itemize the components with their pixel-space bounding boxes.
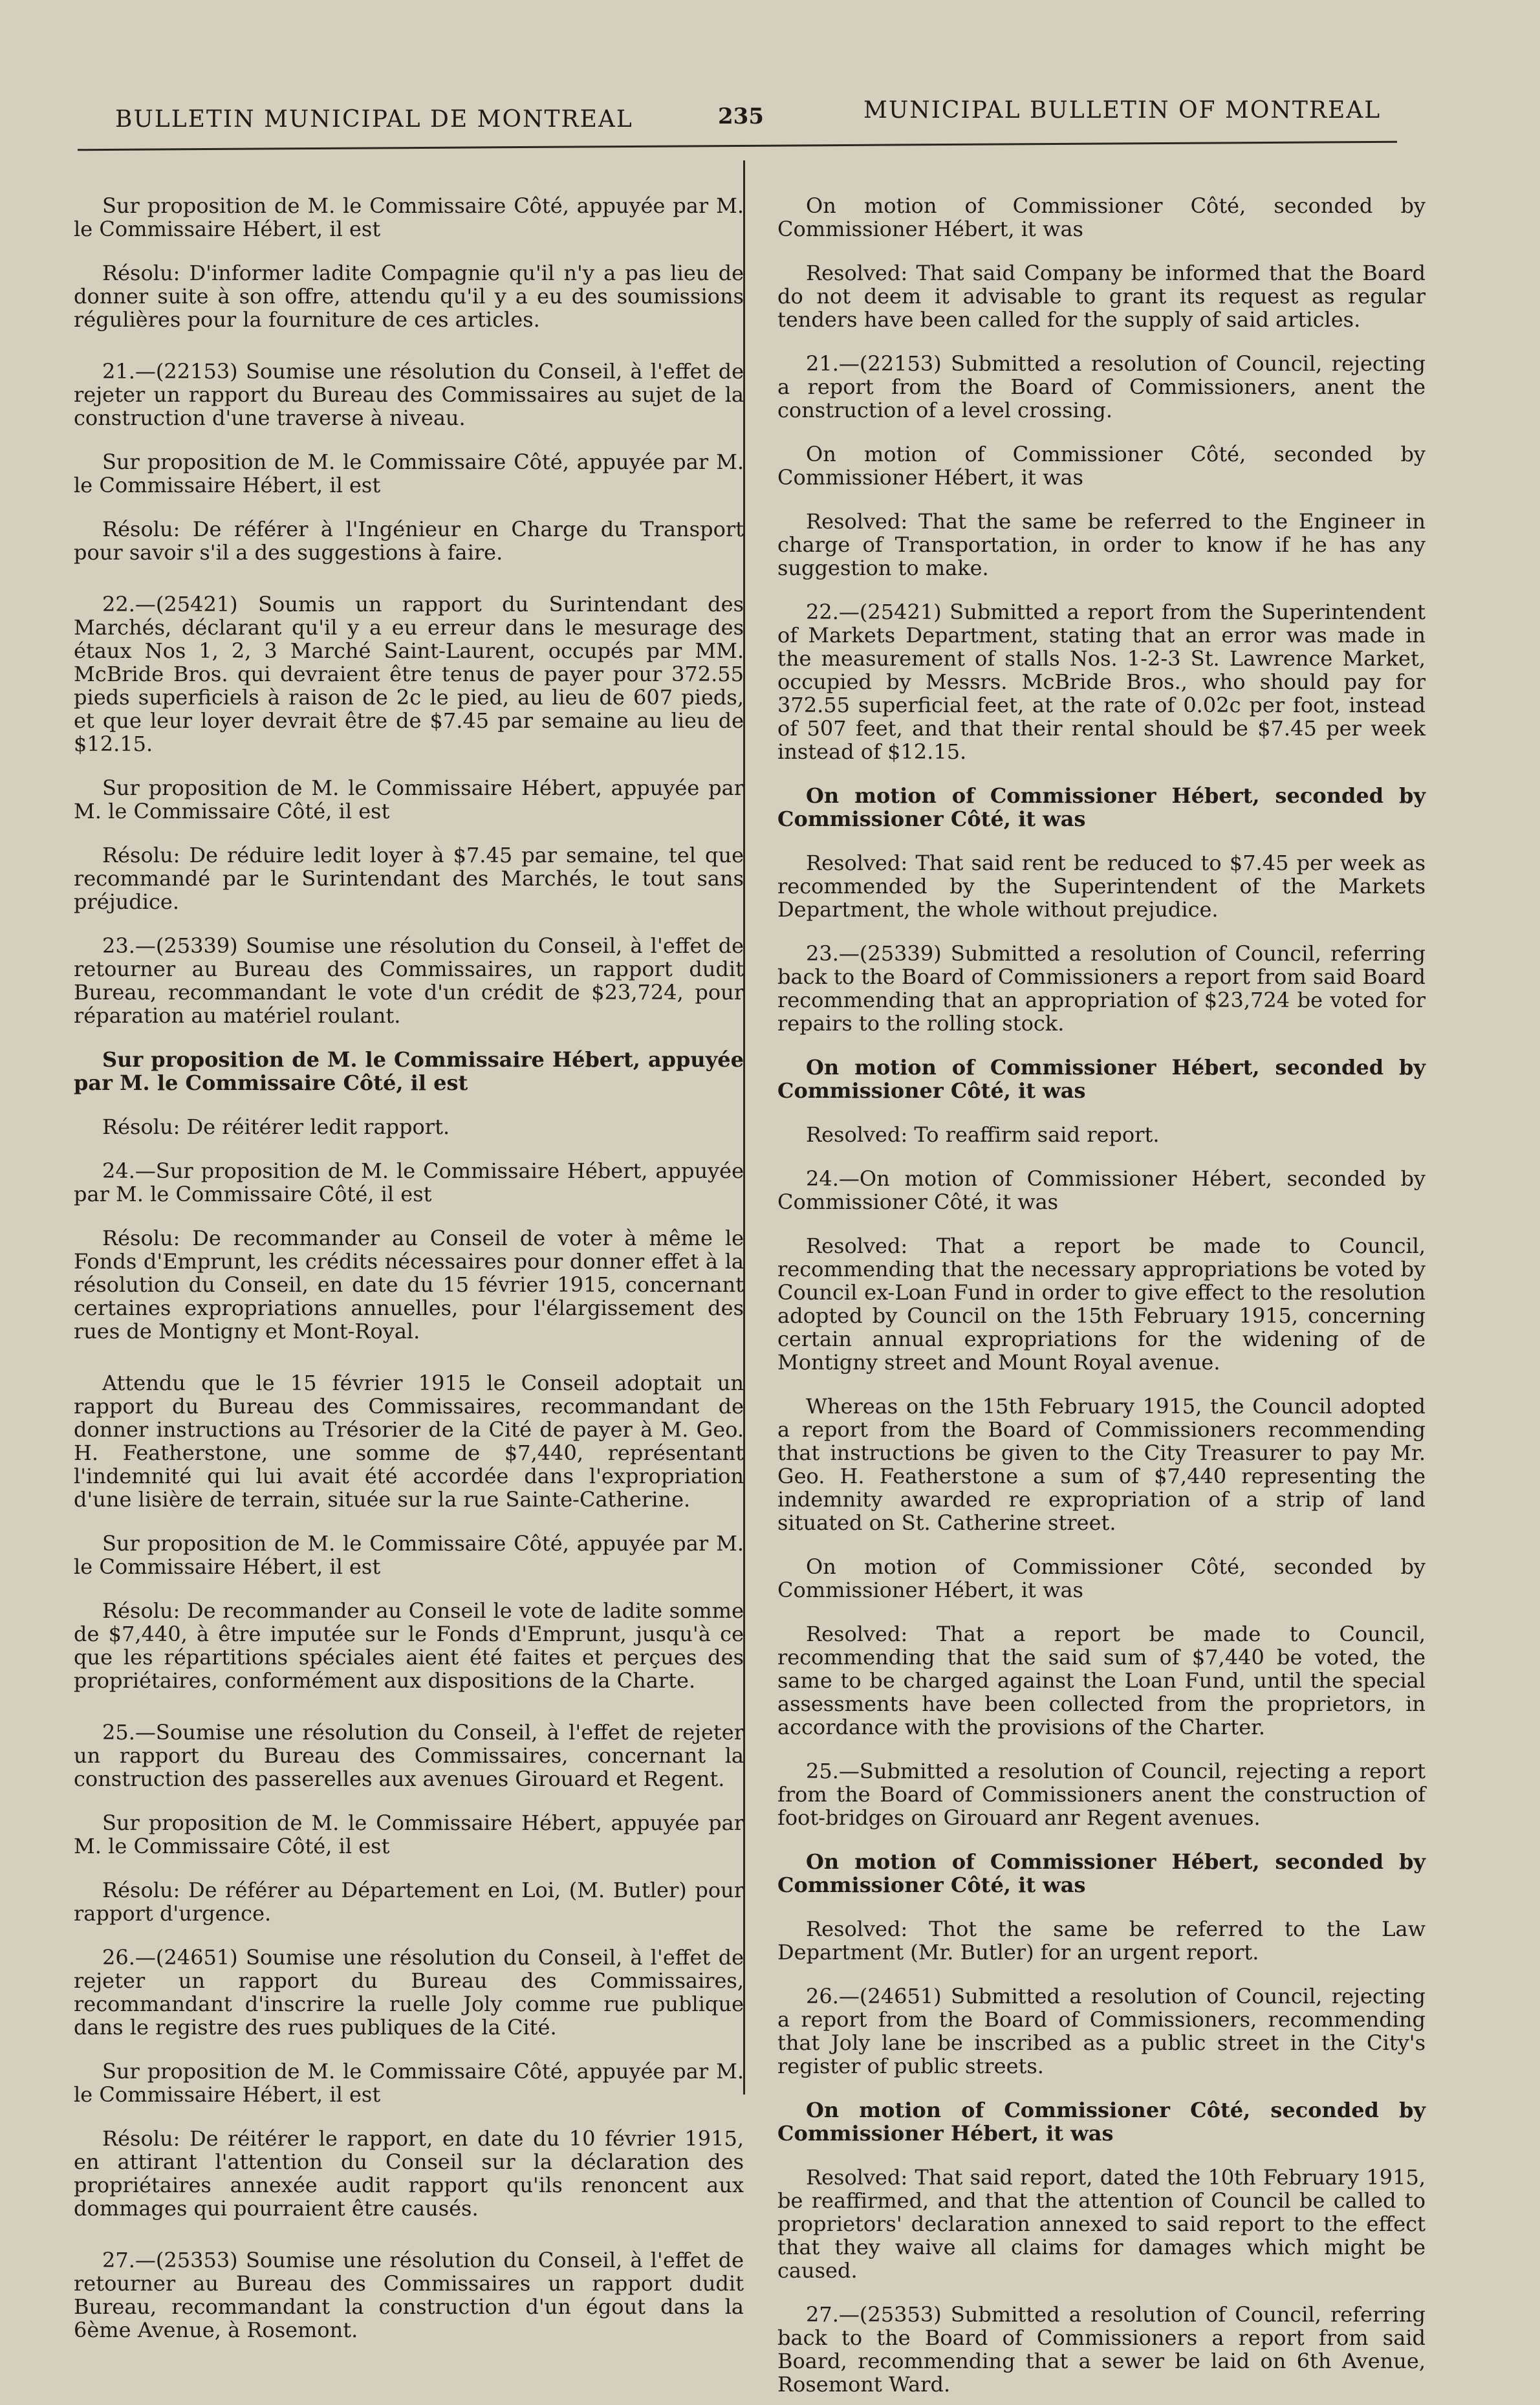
paragraph: On motion of Commissioner Côté, seconded by Commissioner Hébert, it was xyxy=(777,442,1426,490)
paragraph: 24.—Sur proposition de M. le Commissaire Hébert, appuyée par M. le Commissaire Côté, il est xyxy=(74,1159,744,1206)
header-right-title: MUNICIPAL BULLETIN OF MONTREAL xyxy=(863,97,1382,124)
paragraph: Resolved: That the same be referred to the Engineer in charge of Transportation, in order to know if he has any suggestion to make. xyxy=(777,509,1426,580)
paragraph: 27.—(25353) Soumise une résolution du Conseil, à l'effet de retourner au Bureau des Commissaires un rapport dudit Bureau, recommandant la construction d'un égout dans la 6ème Avenue, à Rosemont. xyxy=(74,2248,744,2342)
paragraph: Résolu: De réitérer le rapport, en date du 10 février 1915, en attirant l'attention du Conseil sur la déclaration des propriétaires annexée audit rapport qu'ils renoncent aux dommages qui pourraient être causés. xyxy=(74,2126,744,2221)
french-column xyxy=(74,173,744,2351)
paragraph: On motion of Commissioner Hébert, seconded by Commissioner Côté, it was xyxy=(777,783,1426,831)
paragraph: On motion of Commissioner Côté, seconded by Commissioner Hébert, it was xyxy=(777,2098,1426,2146)
paragraph: On motion of Commissioner Hébert, seconded by Commissioner Côté, it was xyxy=(777,1849,1426,1897)
paragraph: Resolved: That said Company be informed that the Board do not deem it advisable to grant its request as regular tenders have been called for the supply of said articles. xyxy=(777,261,1426,332)
paragraph: Resolved: That said rent be reduced to $7.45 per week as recommended by the Superintendent of the Markets Department, the whole without prejudice. xyxy=(777,851,1426,922)
paragraph: 25.—Submitted a resolution of Council, rejecting a report from the Board of Commissioners anent the construction of foot-bridges on Girouard anr Regent avenues. xyxy=(777,1759,1426,1830)
paragraph: Resolved: Thot the same be referred to the Law Department (Mr. Butler) for an urgent report. xyxy=(777,1917,1426,1964)
paragraph: Résolu: D'informer ladite Compagnie qu'il n'y a pas lieu de donner suite à son offre, attendu qu'il y a eu des soumissions régulières pour la fourniture de ces articles. xyxy=(74,261,744,332)
paragraph: Résolu: De recommander au Conseil le vote de ladite somme de $7,440, à être imputée sur le Fonds d'Emprunt, jusqu'à ce que les répartitions spéciales aient été faites et perçues des propriétaires, conformément aux dispositions de la Charte. xyxy=(74,1598,744,1693)
paragraph: Resolved: That a report be made to Council, recommending that the said sum of $7,440 be voted, the same to be charged against the Loan Fund, until the special assessments have been collected from the proprietors, in accordance with the provisions of the Charter. xyxy=(777,1622,1426,1739)
paragraph: 27.—(25353) Submitted a resolution of Council, referring back to the Board of Commissioners a report from said Board, recommending that a sewer be laid on 6th Avenue, Rosemont Ward. xyxy=(777,2302,1426,2397)
paragraph: Sur proposition de M. le Commissaire Côté, appuyée par M. le Commissaire Hébert, il est xyxy=(74,450,744,497)
paragraph: Sur proposition de M. le Commissaire Hébert, appuyée par M. le Commissaire Côté, il est xyxy=(74,1811,744,1858)
paragraph: 23.—(25339) Submitted a resolution of Council, referring back to the Board of Commissioners a report from said Board recommending that an appropriation of $23,724 be voted for repairs to the rolling stock. xyxy=(777,941,1426,1036)
paragraph: Sur proposition de M. le Commissaire Côté, appuyée par M. le Commissaire Hébert, il est xyxy=(74,1531,744,1579)
paragraph: 21.—(22153) Soumise une résolution du Conseil, à l'effet de rejeter un rapport du Bureau des Commissaires au sujet de la construction d'une traverse à niveau. xyxy=(74,359,744,430)
paragraph: Sur proposition de M. le Commissaire Hébert, appuyée par M. le Commissaire Côté, il est xyxy=(74,776,744,823)
paragraph: 22.—(25421) Soumis un rapport du Surintendant des Marchés, déclarant qu'il y a eu erreur dans le mesurage des étaux Nos 1, 2, 3 Marché Saint-Laurent, occupés par MM. McBride Bros. qui devraient être tenus de payer pour 372.55 pieds superficiels à raison de 2c le pied, au lieu de 607 pieds, et que leur loyer devrait être de $7.45 par semaine au lieu de $12.15. xyxy=(74,592,744,756)
paragraph: 23.—(25339) Soumise une résolution du Conseil, à l'effet de retourner au Bureau des Commissaires, un rapport dudit Bureau, recommandant le vote d'un crédit de $23,724, pour réparation au matériel roulant. xyxy=(74,933,744,1028)
paragraph: On motion of Commissioner Côté, seconded by Commissioner Hébert, it was xyxy=(777,1554,1426,1602)
paragraph: Resolved: To reaffirm said report. xyxy=(806,1122,1160,1147)
paragraph: Résolu: De réitérer ledit rapport. xyxy=(102,1115,450,1139)
paragraph: Resolved: That a report be made to Council, recommending that the necessary appropriations be voted by Council ex-Loan Fund in order to give effect to the resolution adopted by Council on the 15th February 1915, concerning certain annual expropriations for the widening of de Montigny street and Mount Royal avenue. xyxy=(777,1234,1426,1375)
paragraph: Résolu: De référer au Département en Loi, (M. Butler) pour rapport d'urgence. xyxy=(74,1878,744,1926)
page-number: 235 xyxy=(718,103,764,129)
header-left-title: BULLETIN MUNICIPAL DE MONTREAL xyxy=(115,106,633,133)
paragraph: On motion of Commissioner Côté, seconded by Commissioner Hébert, it was xyxy=(777,193,1426,241)
paragraph: 24.—On motion of Commissioner Hébert, seconded by Commissioner Côté, it was xyxy=(777,1166,1426,1214)
paragraph: 25.—Soumise une résolution du Conseil, à l'effet de rejeter un rapport du Bureau des Commissaires, concernant la construction des passerelles aux avenues Girouard et Regent. xyxy=(74,1720,744,1791)
paragraph: Résolu: De réduire ledit loyer à $7.45 par semaine, tel que recommandé par le Surintendant des Marchés, le tout sans préjudice. xyxy=(74,843,744,914)
paragraph: Sur proposition de M. le Commissaire Hébert, appuyée par M. le Commissaire Côté, il est xyxy=(74,1047,744,1095)
paragraph: Whereas on the 15th February 1915, the Council adopted a report from the Board of Commissioners recommending that instructions be given to the City Treasurer to pay Mr. Geo. H. Featherstone a sum of $7,440 representing the indemnity awarded re expropriation of a strip of land situated on St. Catherine street. xyxy=(777,1394,1426,1535)
paragraph: Sur proposition de M. le Commissaire Côté, appuyée par M. le Commissaire Hébert, il est xyxy=(74,2059,744,2107)
paragraph: 21.—(22153) Submitted a resolution of Council, rejecting a report from the Board of Commissioners, anent the construction of a level crossing. xyxy=(777,351,1426,422)
paragraph: 22.—(25421) Submitted a report from the Superintendent of Markets Department, stating that an error was made in the measurement of stalls Nos. 1-2-3 St. Lawrence Market, occupied by Messrs. McBride Bros., who should pay for 372.55 superficial feet, at the rate of 0.02c per foot, instead of 507 feet, and that their rental should be $7.45 per week instead of $12.15. xyxy=(777,600,1426,764)
paragraph: Resolved: That said report, dated the 10th February 1915, be reaffirmed, and that the attention of Council be called to proprietors' declaration annexed to said report to the effect that they waive all claims for damages which might be caused. xyxy=(777,2165,1426,2283)
paragraph: Attendu que le 15 février 1915 le Conseil adoptait un rapport du Bureau des Commissaires, recommandant de donner instructions au Trésorier de la Cité de payer à M. Geo. H. Featherstone, une somme de $7,440, représentant l'indemnité qui lui avait été accordée dans l'expropriation d'une lisière de terrain, située sur la rue Sainte-Catherine. xyxy=(74,1371,744,1512)
paragraph: 26.—(24651) Soumise une résolution du Conseil, à l'effet de rejeter un rapport du Bureau des Commissaires, recommandant d'inscrire la ruelle Joly comme rue publique dans le registre des rues publiques de la Cité. xyxy=(74,1945,744,2040)
english-column xyxy=(777,173,1426,2405)
paragraph: Résolu: De référer à l'Ingénieur en Charge du Transport pour savoir s'il a des suggestions à faire. xyxy=(74,517,744,565)
paragraph: On motion of Commissioner Hébert, seconded by Commissioner Côté, it was xyxy=(777,1055,1426,1103)
paragraph: Sur proposition de M. le Commissaire Côté, appuyée par M. le Commissaire Hébert, il est xyxy=(74,193,744,241)
paragraph: 26.—(24651) Submitted a resolution of Council, rejecting a report from the Board of Commissioners, recommending that Joly lane be inscribed as a public street in the City's register of public streets. xyxy=(777,1984,1426,2078)
paragraph: Résolu: De recommander au Conseil de voter à même le Fonds d'Emprunt, les crédits nécessaires pour donner effet à la résolution du Conseil, en date du 15 février 1915, concernant certaines expropriations annuelles, pour l'élargissement des rues de Montigny et Mont-Royal. xyxy=(74,1226,744,1344)
